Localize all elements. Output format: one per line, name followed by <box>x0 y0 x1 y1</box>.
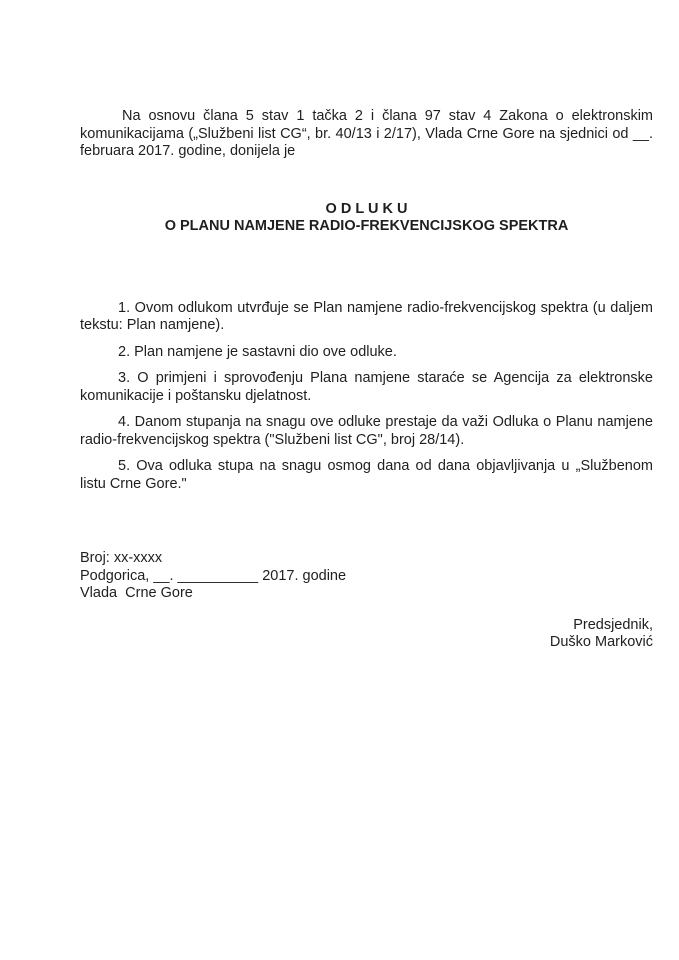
signature-name: Duško Marković <box>549 634 653 650</box>
decision-title-block <box>80 201 653 236</box>
decision-items <box>80 300 653 494</box>
decision-item-1: 1. Ovom odlukom utvrđuje se Plan namjene radio-frekvencijskog spektra (u daljem tekstu: Plan namjene). <box>80 299 653 333</box>
decision-item-2: 2. Plan namjene je sastavni dio ove odluke. <box>118 343 397 360</box>
document-number-line: Broj: xx-xxxx <box>80 550 163 566</box>
government-line: Vlada Crne Gore <box>80 585 193 601</box>
decision-title: O D L U K U <box>325 200 408 217</box>
decision-item-5: 5. Ova odluka stupa na snagu osmog dana od dana objavljivanja u „Službenom listu Crne Gore." <box>80 458 653 492</box>
intro-paragraph: Na osnovu člana 5 stav 1 tačka 2 i člana 97 stav 4 Zakona o elektronskim komunikacijama („Službeni list CG“, br. 40/13 i 2/17), Vlada Crne Gore na sjednici od __. februara 2017. godine, donijela je <box>80 108 653 159</box>
reference-block <box>80 550 653 585</box>
decision-item-4: 4. Danom stupanja na snagu ove odluke prestaje da važi Odluka o Planu namjene radio-frekvencijskog spektra ("Službeni list CG", broj 28/14). <box>80 414 653 448</box>
signature-role: Predsjednik, <box>573 616 653 633</box>
decision-item-3: 3. O primjeni i sprovođenju Plana namjene staraće se Agencija za elektronske komunikacije i poštansku djelatnost. <box>80 370 653 404</box>
decision-subtitle: O PLANU NAMJENE RADIO-FREKVENCIJSKOG SPEKTRA <box>164 218 569 234</box>
signature-block <box>80 617 653 652</box>
place-date-line: Podgorica, __. __________ 2017. godine <box>80 567 347 584</box>
